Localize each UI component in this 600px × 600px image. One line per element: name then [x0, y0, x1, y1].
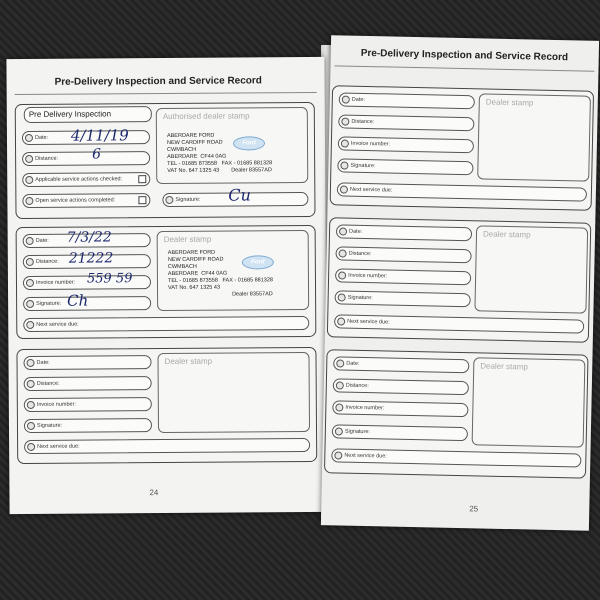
stamp-label: Dealer stamp — [482, 229, 531, 240]
stamp-label: Dealer stamp — [163, 234, 212, 245]
date-field[interactable]: Date: — [23, 233, 151, 248]
handwritten-distance: 21222 — [68, 250, 114, 267]
handwritten-signature: Cu — [228, 185, 251, 205]
distance-field[interactable]: Distance: — [23, 254, 151, 269]
bullet-icon — [27, 422, 35, 430]
bullet-icon — [27, 443, 35, 451]
bullet-icon — [340, 185, 348, 193]
date-field[interactable]: Date: — [333, 356, 469, 373]
title-divider — [15, 92, 317, 95]
next-service-due-field[interactable]: Next service due: — [23, 316, 309, 332]
service-actions-checkbox[interactable] — [138, 175, 146, 183]
open-actions-completed-field[interactable]: Open service actions completed: — [22, 193, 150, 208]
service-record-3 — [330, 85, 594, 210]
date-field[interactable]: Date: — [23, 355, 151, 370]
distance-field[interactable]: Distance: — [335, 246, 471, 263]
page-title: Pre-Delivery Inspection and Service Record — [54, 75, 262, 88]
signature-field[interactable]: Signature: — [24, 418, 152, 433]
dealer-stamp-box — [157, 230, 310, 311]
bullet-icon — [342, 95, 350, 103]
handwritten-date: 7/3/22 — [66, 229, 112, 246]
dealer-code: Dealer 83557AD — [232, 291, 273, 298]
page-title: Pre-Delivery Inspection and Service Record — [360, 47, 569, 64]
invoice-number-field[interactable]: Invoice number: — [24, 397, 152, 412]
ford-logo-icon: Ford — [242, 255, 274, 269]
bullet-icon — [25, 197, 33, 205]
handwritten-date: 4/11/19 — [70, 126, 129, 145]
next-service-due-field[interactable]: Next service due: — [331, 448, 581, 467]
signature-field[interactable]: Signature: — [337, 158, 473, 175]
dealer-stamp: ABERDARE FORD NEW CARDIFF ROAD CWMBACH ABERDARE CF44 0AG TEL - 01685 873558 FAX - 01685 881328 VAT No. 647 1325 43 — [166, 132, 273, 174]
date-field[interactable]: Date: — [339, 92, 475, 109]
service-record-4 — [327, 217, 591, 342]
left-page — [6, 57, 327, 514]
service-record-2 — [16, 347, 317, 464]
service-record-1 — [16, 225, 317, 339]
bullet-icon — [341, 139, 349, 147]
next-service-due-field[interactable]: Next service due: — [337, 182, 587, 201]
bullet-icon — [336, 381, 344, 389]
bullet-icon — [340, 161, 348, 169]
distance-field[interactable]: Distance: — [22, 151, 150, 166]
next-service-due-field[interactable]: Next service due: — [24, 438, 310, 454]
pdi-heading: Pre Delivery Inspection — [24, 106, 152, 123]
dealer-stamp-box — [472, 357, 586, 447]
handwritten-invoice: 559 59 — [86, 271, 133, 287]
bullet-icon — [335, 427, 343, 435]
bullet-icon — [26, 258, 34, 266]
dealer-stamp: ABERDARE FORD NEW CARDIFF ROAD CWMBACH ABERDARE CF44 0AG TEL - 01685 873558 FAX - 01685 881328 VAT No. 647 1325 43 — [167, 249, 273, 291]
stamp-label: Authorised dealer stamp — [162, 111, 250, 122]
stamp-label: Dealer stamp — [485, 97, 534, 108]
signature-field[interactable]: Signature: — [162, 192, 308, 207]
bullet-icon — [25, 155, 33, 163]
bullet-icon — [27, 380, 35, 388]
bullet-icon — [26, 300, 34, 308]
service-actions-checked-field[interactable]: Applicable service actions checked: — [22, 172, 150, 187]
pdi-record — [15, 102, 316, 219]
page-number: 24 — [149, 488, 159, 498]
bullet-icon — [341, 117, 349, 125]
bullet-icon — [339, 227, 347, 235]
bullet-icon — [337, 317, 345, 325]
signature-field[interactable]: Signature: — [335, 290, 471, 307]
invoice-number-field[interactable]: Invoice number: — [332, 400, 468, 417]
bullet-icon — [25, 176, 33, 184]
dealer-code: Dealer 83557AD — [231, 167, 272, 174]
date-field[interactable]: Date: — [336, 224, 472, 241]
bullet-icon — [25, 134, 33, 142]
page-number: 25 — [469, 504, 479, 514]
next-service-due-field[interactable]: Next service due: — [334, 314, 584, 333]
dealer-stamp-box — [474, 225, 588, 313]
bullet-icon — [336, 359, 344, 367]
signature-field[interactable]: Signature: — [23, 296, 151, 311]
handwritten-distance: 6 — [92, 146, 102, 163]
dealer-stamp-box — [157, 352, 310, 433]
bullet-icon — [27, 359, 35, 367]
date-field[interactable]: Date: — [22, 130, 150, 145]
bullet-icon — [26, 321, 34, 329]
bullet-icon — [27, 401, 35, 409]
bullet-icon — [165, 196, 173, 204]
distance-field[interactable]: Distance: — [338, 114, 474, 131]
right-page — [321, 35, 599, 531]
dealer-stamp-box — [477, 93, 591, 181]
invoice-number-field[interactable]: Invoice number: — [23, 275, 151, 290]
open-actions-checkbox[interactable] — [138, 196, 146, 204]
invoice-number-field[interactable]: Invoice number: — [338, 136, 474, 153]
signature-field[interactable]: Signature: — [332, 424, 468, 441]
ford-logo-icon: Ford — [233, 136, 265, 150]
stamp-label: Dealer stamp — [480, 361, 528, 372]
bullet-icon — [26, 279, 34, 287]
stamp-label: Dealer stamp — [164, 356, 213, 367]
dealer-stamp-box — [156, 107, 309, 184]
distance-field[interactable]: Distance: — [24, 376, 152, 391]
title-divider — [335, 65, 595, 71]
bullet-icon — [338, 293, 346, 301]
handwritten-signature: Ch — [67, 291, 89, 310]
bullet-icon — [26, 237, 34, 245]
invoice-number-field[interactable]: Invoice number: — [335, 268, 471, 285]
bullet-icon — [338, 271, 346, 279]
bullet-icon — [335, 403, 343, 411]
bullet-icon — [334, 451, 342, 459]
service-record-5 — [324, 349, 589, 478]
bullet-icon — [339, 249, 347, 257]
distance-field[interactable]: Distance: — [333, 378, 469, 395]
